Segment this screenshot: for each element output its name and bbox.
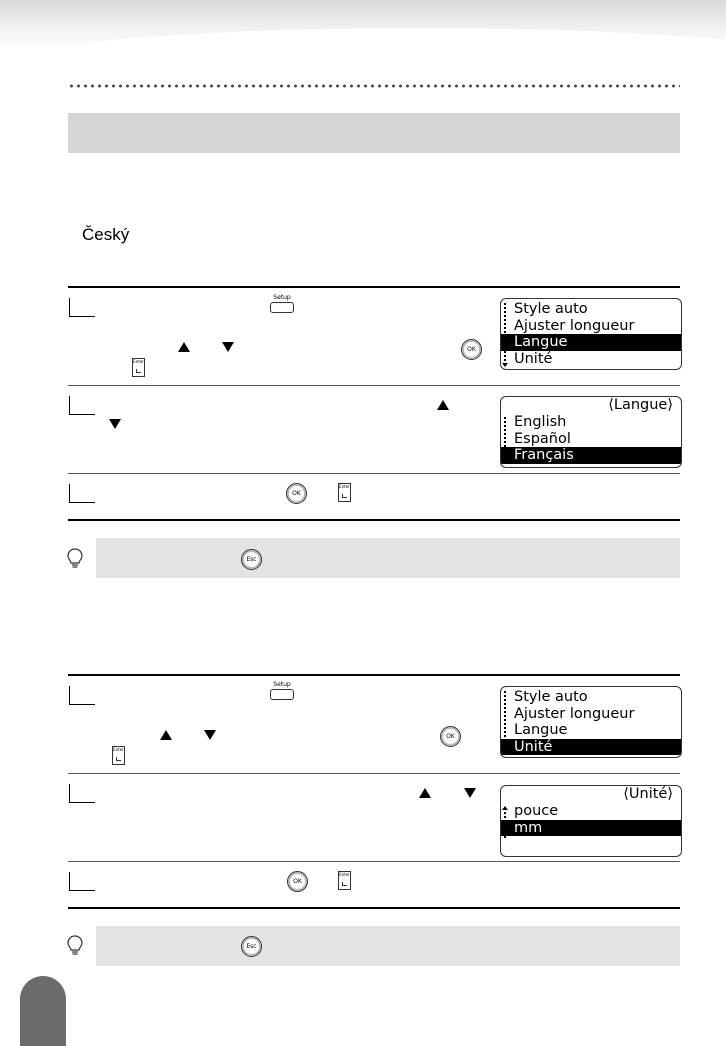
dotted-divider bbox=[68, 84, 680, 88]
step-marker bbox=[69, 298, 95, 317]
page-header-band bbox=[0, 0, 726, 50]
language-name: Český bbox=[82, 225, 130, 244]
step-divider bbox=[68, 773, 680, 774]
lcd-row: Langue bbox=[514, 722, 568, 738]
down-arrow-icon bbox=[464, 788, 476, 798]
lcd-row: Español bbox=[514, 430, 571, 447]
ok-key-icon: OK bbox=[461, 339, 482, 360]
lcd-row: Style auto bbox=[514, 689, 588, 705]
lcd-row: pouce bbox=[514, 803, 559, 819]
hint-box bbox=[96, 538, 680, 578]
step-divider bbox=[68, 861, 680, 862]
step-marker bbox=[69, 484, 95, 503]
lcd-row-selected: mm bbox=[501, 820, 681, 837]
down-arrow-icon bbox=[109, 419, 121, 429]
esc-key-icon: Esc bbox=[241, 936, 262, 957]
lcd-row: English bbox=[514, 414, 567, 430]
lcd-row-selected: Unité bbox=[501, 739, 681, 756]
step-marker bbox=[69, 396, 95, 415]
lcd-row-selected: Français bbox=[501, 447, 681, 464]
lcd-row: Unité bbox=[514, 350, 553, 367]
section-title-bar bbox=[68, 113, 680, 153]
lightbulb-icon bbox=[66, 548, 84, 570]
hint-box bbox=[96, 926, 680, 966]
down-arrow-icon bbox=[204, 730, 216, 740]
setup-key-icon: Setup bbox=[270, 681, 294, 700]
lcd-menu-display bbox=[500, 298, 682, 370]
lcd-header: ⟨Unité⟩ bbox=[623, 786, 673, 802]
block-bottom-rule bbox=[68, 519, 680, 521]
ok-key-icon: OK bbox=[286, 483, 307, 504]
ok-key-icon: OK bbox=[287, 871, 308, 892]
down-arrow-icon bbox=[222, 342, 234, 352]
lcd-row-selected: Langue bbox=[501, 334, 681, 351]
step-marker bbox=[69, 686, 95, 705]
lcd-row: Ajuster longueur bbox=[514, 705, 635, 722]
esc-key-icon: Esc bbox=[241, 549, 262, 570]
enter-key-icon: Enter bbox=[132, 358, 145, 377]
block-bottom-rule bbox=[68, 907, 680, 909]
block-top-rule bbox=[68, 674, 680, 676]
enter-key-icon: Enter bbox=[338, 483, 351, 502]
setup-key-icon: Setup bbox=[270, 294, 294, 313]
up-arrow-icon bbox=[160, 730, 172, 740]
ok-key-icon: OK bbox=[440, 726, 461, 747]
lightbulb-icon bbox=[66, 935, 84, 957]
step-marker bbox=[69, 784, 95, 803]
step-divider bbox=[68, 473, 680, 474]
lcd-language-display bbox=[500, 396, 682, 468]
lcd-row: Ajuster longueur bbox=[514, 317, 635, 334]
lcd-menu-display bbox=[500, 686, 682, 758]
page-side-tab bbox=[20, 976, 66, 1046]
up-arrow-icon bbox=[178, 342, 190, 352]
lcd-unit-display bbox=[500, 785, 682, 857]
up-arrow-icon bbox=[419, 788, 431, 798]
block-top-rule bbox=[68, 286, 680, 288]
up-arrow-icon bbox=[437, 400, 449, 410]
lcd-row: Style auto bbox=[514, 301, 588, 317]
enter-key-icon: Enter bbox=[338, 871, 351, 890]
step-divider bbox=[68, 385, 680, 386]
step-marker bbox=[69, 872, 95, 891]
lcd-header: ⟨Langue⟩ bbox=[608, 397, 673, 413]
enter-key-icon: Enter bbox=[112, 746, 125, 765]
